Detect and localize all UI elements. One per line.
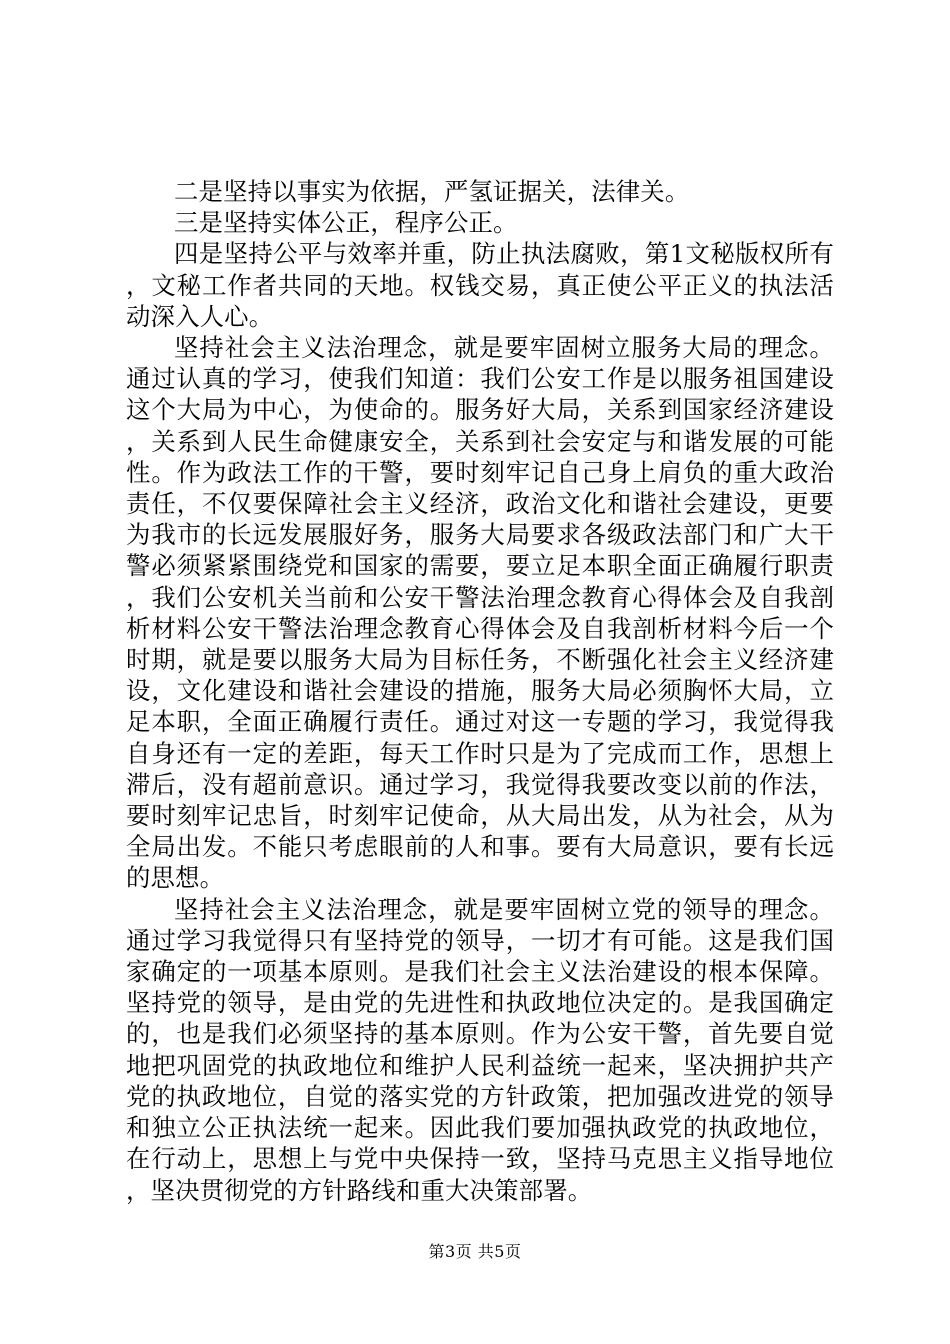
paragraph-party-leadership: 坚持社会主义法治理念，就是要牢固树立党的领导的理念。通过学习我觉得只有坚持党的领导，一切才有可能。这是我们国家确定的一项基本原则。是我们社会主义法治建设的根本保障。坚持党的领导，是由党的先进性和执政地位决定的。是我国确定的，也是我们必须坚持的基本原则。作为公安干警，首先要自觉地把巩固党的执政地位和维护人民利益统一起来，坚决拥护共产党的执政地位，自觉的落实党的方针政策，把加强改进党的领导和独立公正执法统一起来。因此我们要加强执政党的执政地位，在行动上，思想上与党中央保持一致，坚持马克思主义指导地位，坚决贯彻党的方针路线和重大决策部署。 (126, 894, 834, 1205)
paragraph-fact-basis: 二是坚持以事实为依据，严氢证据关，法律关。 (174, 177, 690, 206)
document-body (126, 176, 834, 1206)
paragraph-serve-overall-situation: 坚持社会主义法治理念，就是要牢固树立服务大局的理念。通过认真的学习，使我们知道：我们公安工作是以服务祖国建设这个大局为中心，为使命的。服务好大局，关系到国家经济建设，关系到人民生命健康安全，关系到社会安定与和谐发展的可能性。作为政法工作的干警，要时刻牢记自己身上肩负的重大政治责任，不仅要保障社会主义经济，政治文化和谐社会建设，更要为我市的长远发展服好务，服务大局要求各级政法部门和广大干警必须紧紧围绕党和国家的需要，要立足本职全面正确履行职责，我们公安机关当前和公安干警法治理念教育心得体会及自我剖析材料公安干警法治理念教育心得体会及自我剖析材料今后一个时期，就是要以服务大局为目标任务，不断强化社会主义经济建设，文化建设和谐社会建设的措施，服务大局必须胸怀大局，立足本职，全面正确履行责任。通过对这一专题的学习，我觉得我自身还有一定的差距，每天工作时只是为了完成而工作，思想上滞后，没有超前意识。通过学习，我觉得我要改变以前的作法，要时刻牢记忠旨，时刻牢记使命，从大局出发，从为社会，从为全局出发。不能只考虑眼前的人和事。要有大局意识，要有长远的思想。 (126, 333, 834, 893)
page-number-footer: 第3页 共5页 (428, 1242, 522, 1261)
paragraph-procedural-justice: 三是坚持实体公正，程序公正。 (174, 208, 518, 238)
paragraph-fairness-efficiency: 四是坚持公平与效率并重，防止执法腐败，第1文秘版权所有，文秘工作者共同的天地。权钱交易，真正使公平正义的执法活动深入人心。 (126, 239, 834, 331)
